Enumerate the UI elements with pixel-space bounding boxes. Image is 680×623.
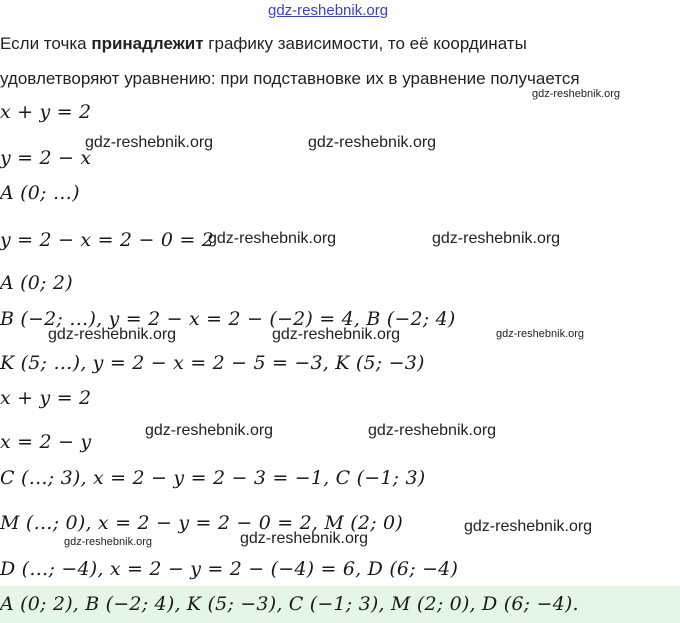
solution-line: C (…; 3), x = 2 − y = 2 − 3 = −1, C (−1; 3) [0, 467, 426, 489]
watermark: gdz-reshebnik.org [145, 422, 274, 439]
solution-line: x = 2 − y [0, 431, 92, 453]
watermark: gdz-reshebnik.org [208, 230, 337, 247]
watermark: gdz-reshebnik.org [64, 536, 153, 548]
solution-line: A (0; …) [0, 182, 80, 204]
watermark: gdz-reshebnik.org [48, 326, 177, 343]
solution-line: B (−2; …), y = 2 − x = 2 − (−2) = 4, B (−2; 4) [0, 308, 456, 330]
watermark: gdz-reshebnik.org [272, 326, 401, 343]
watermark: gdz-reshebnik.org [240, 530, 369, 547]
watermark: gdz-reshebnik.org [496, 328, 585, 340]
watermark: gdz-reshebnik.org [368, 422, 497, 439]
watermark: gdz-reshebnik.org [85, 134, 214, 151]
site-link[interactable]: gdz-reshebnik.org [268, 2, 389, 19]
solution-line: K (5; …), y = 2 − x = 2 − 5 = −3, K (5; −3) [0, 352, 425, 374]
explanation-text-after: графику зависимости, то её координаты [203, 34, 527, 53]
watermark: gdz-reshebnik.org [532, 88, 621, 100]
solution-line: x + y = 2 [0, 101, 92, 123]
explanation-line-1 [0, 34, 527, 54]
solution-line: A (0; 2) [0, 272, 73, 294]
solution-line: M (…; 0), x = 2 − y = 2 − 0 = 2, M (2; 0) [0, 512, 403, 534]
solution-line: y = 2 − x = 2 − 0 = 2 [0, 229, 214, 251]
explanation-bold-word: принадлежит [91, 34, 204, 53]
watermark: gdz-reshebnik.org [432, 230, 561, 247]
watermark: gdz-reshebnik.org [464, 518, 593, 535]
solution-line: D (…; −4), x = 2 − y = 2 − (−4) = 6, D (6; −4) [0, 558, 459, 580]
solution-line: y = 2 − x [0, 147, 92, 169]
solution-line: x + y = 2 [0, 387, 92, 409]
explanation-line-2: удовлетворяют уравнению: при подставновке их в уравнение получается [0, 69, 580, 88]
watermark: gdz-reshebnik.org [308, 134, 437, 151]
explanation-text-before: Если точка [0, 34, 92, 53]
answer-line: A (0; 2), B (−2; 4), K (5; −3), C (−1; 3), M (2; 0), D (6; −4). [0, 593, 579, 615]
